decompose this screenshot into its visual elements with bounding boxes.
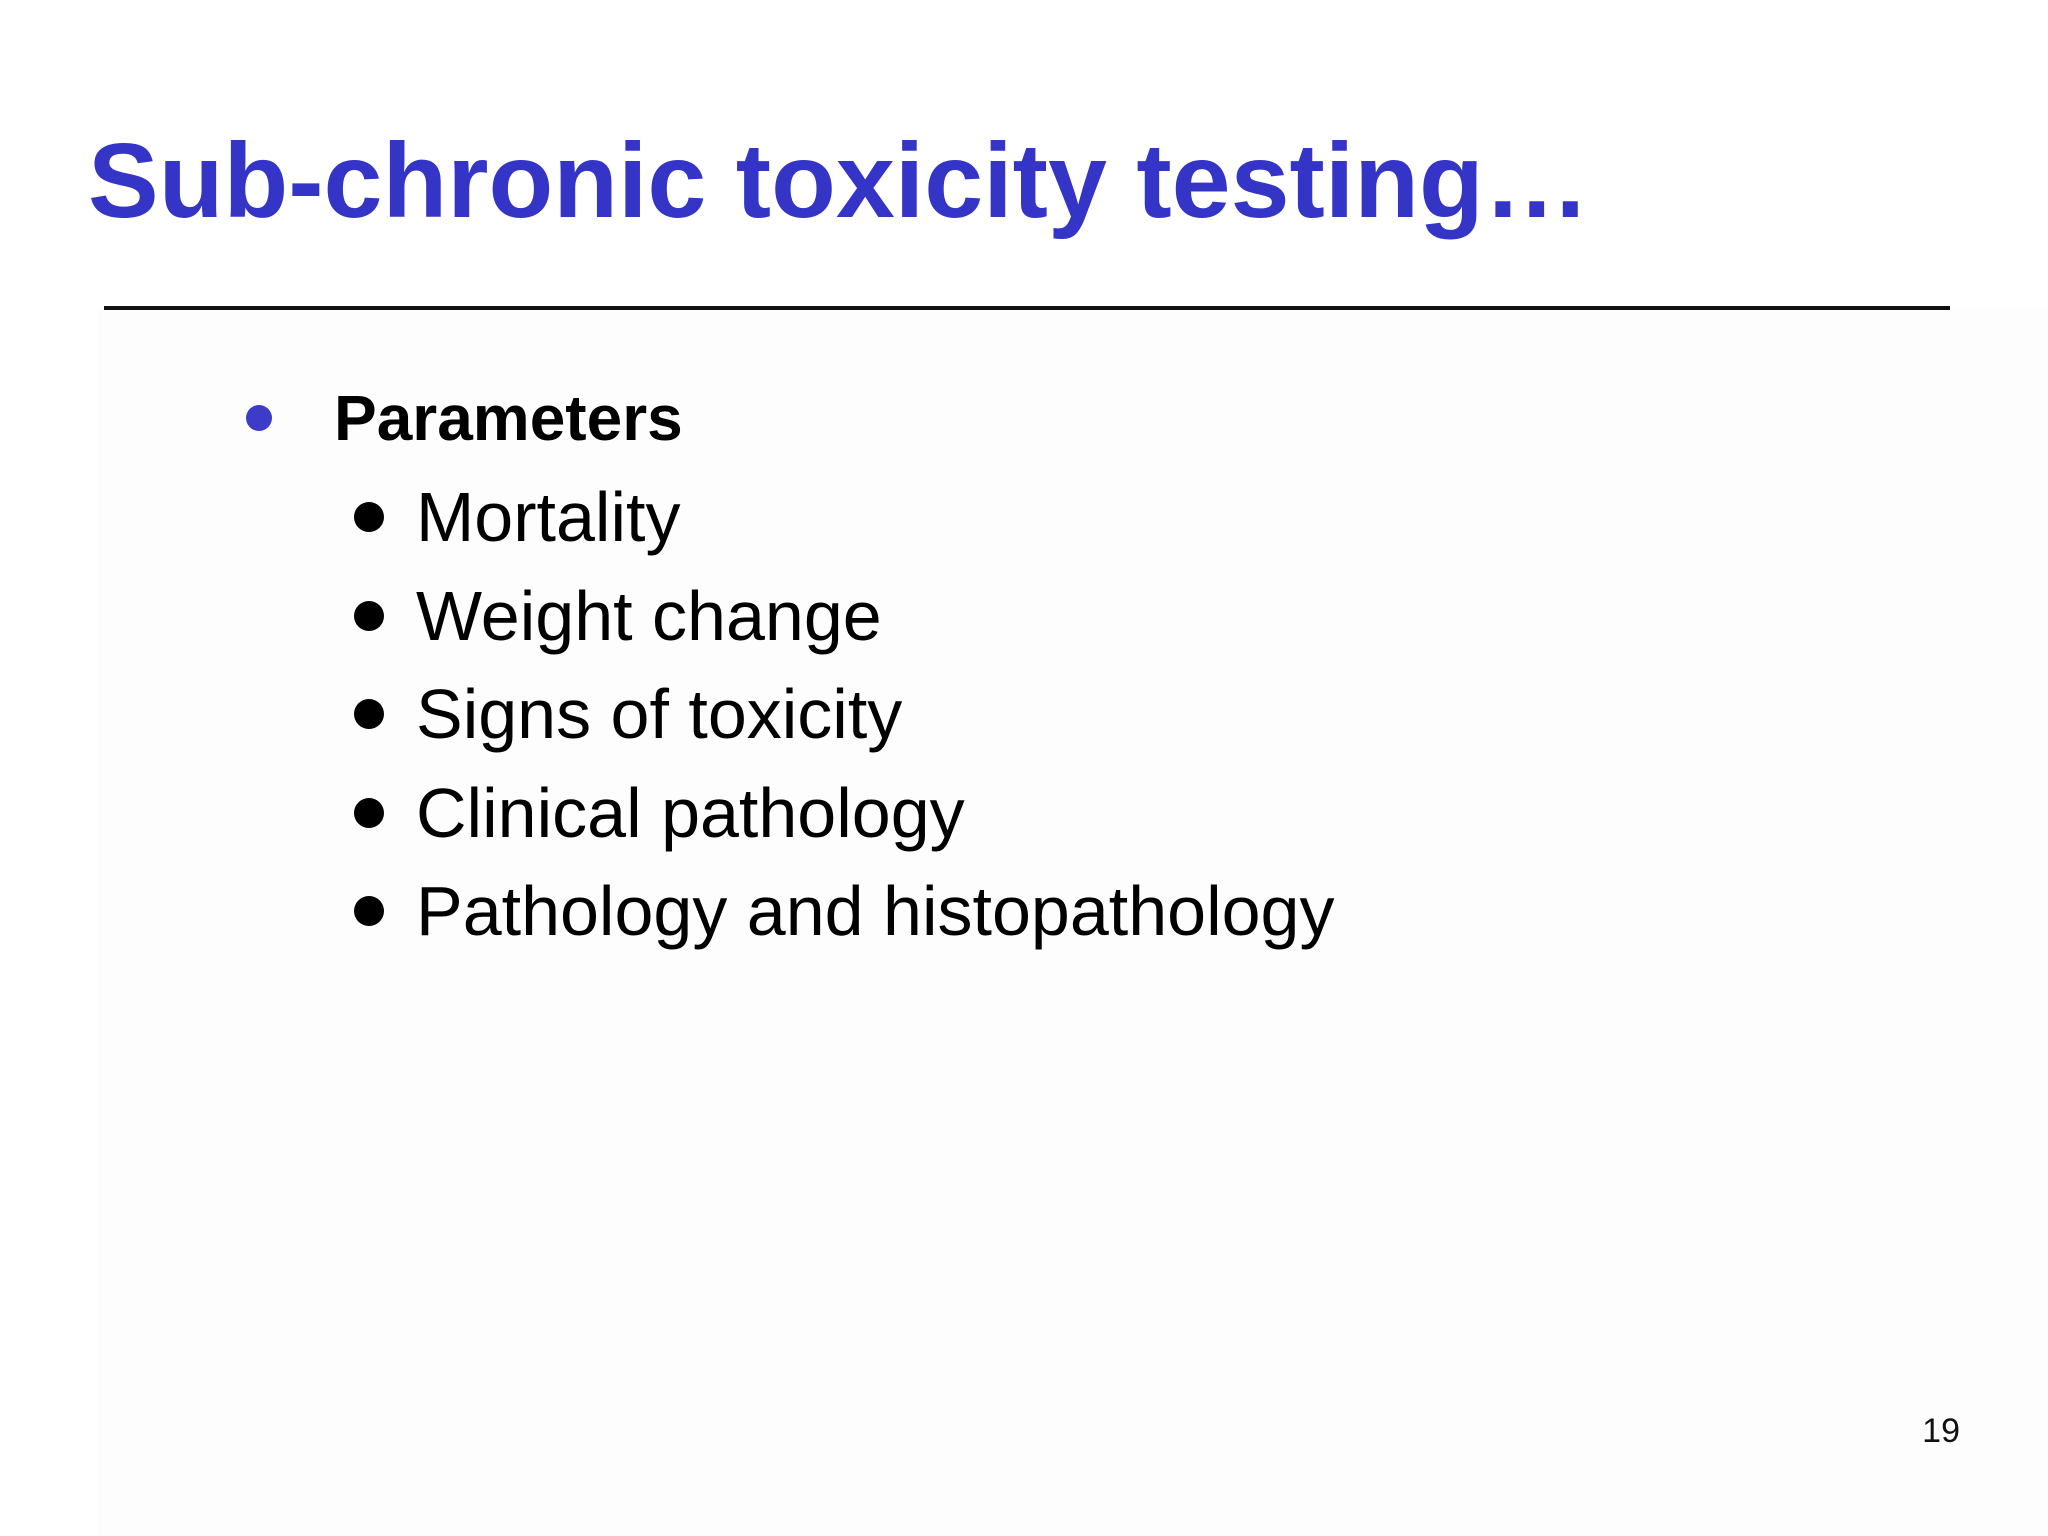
sub-bullet-list [354,468,1334,961]
sub-bullet-dot-icon [354,502,384,532]
sub-bullet-dot-icon [354,896,384,926]
page-number: 19 [1922,1412,1960,1450]
sub-bullet-item [354,764,1334,863]
sub-bullet-dot-icon [354,699,384,729]
slide-title: Sub-chronic toxicity testing… [88,122,1590,240]
sub-bullet-label: Signs of toxicity [416,675,903,754]
bullet-list [246,368,1334,961]
bullet-label: Parameters [334,382,683,454]
sub-bullet-item [354,862,1334,961]
sub-bullet-item [354,567,1334,666]
sub-bullet-label: Clinical pathology [416,773,965,852]
title-divider [104,306,1950,310]
sub-bullet-item [354,468,1334,567]
sub-bullet-label: Mortality [416,478,681,557]
sub-bullet-dot-icon [354,601,384,631]
bullet-dot-icon [246,405,272,431]
bullet-item-parameters [246,368,1334,961]
sub-bullet-item [354,665,1334,764]
sub-bullet-label: Pathology and histopathology [416,872,1335,951]
bullet-row [246,368,1334,468]
sub-bullet-label: Weight change [416,576,882,655]
sub-bullet-dot-icon [354,798,384,828]
